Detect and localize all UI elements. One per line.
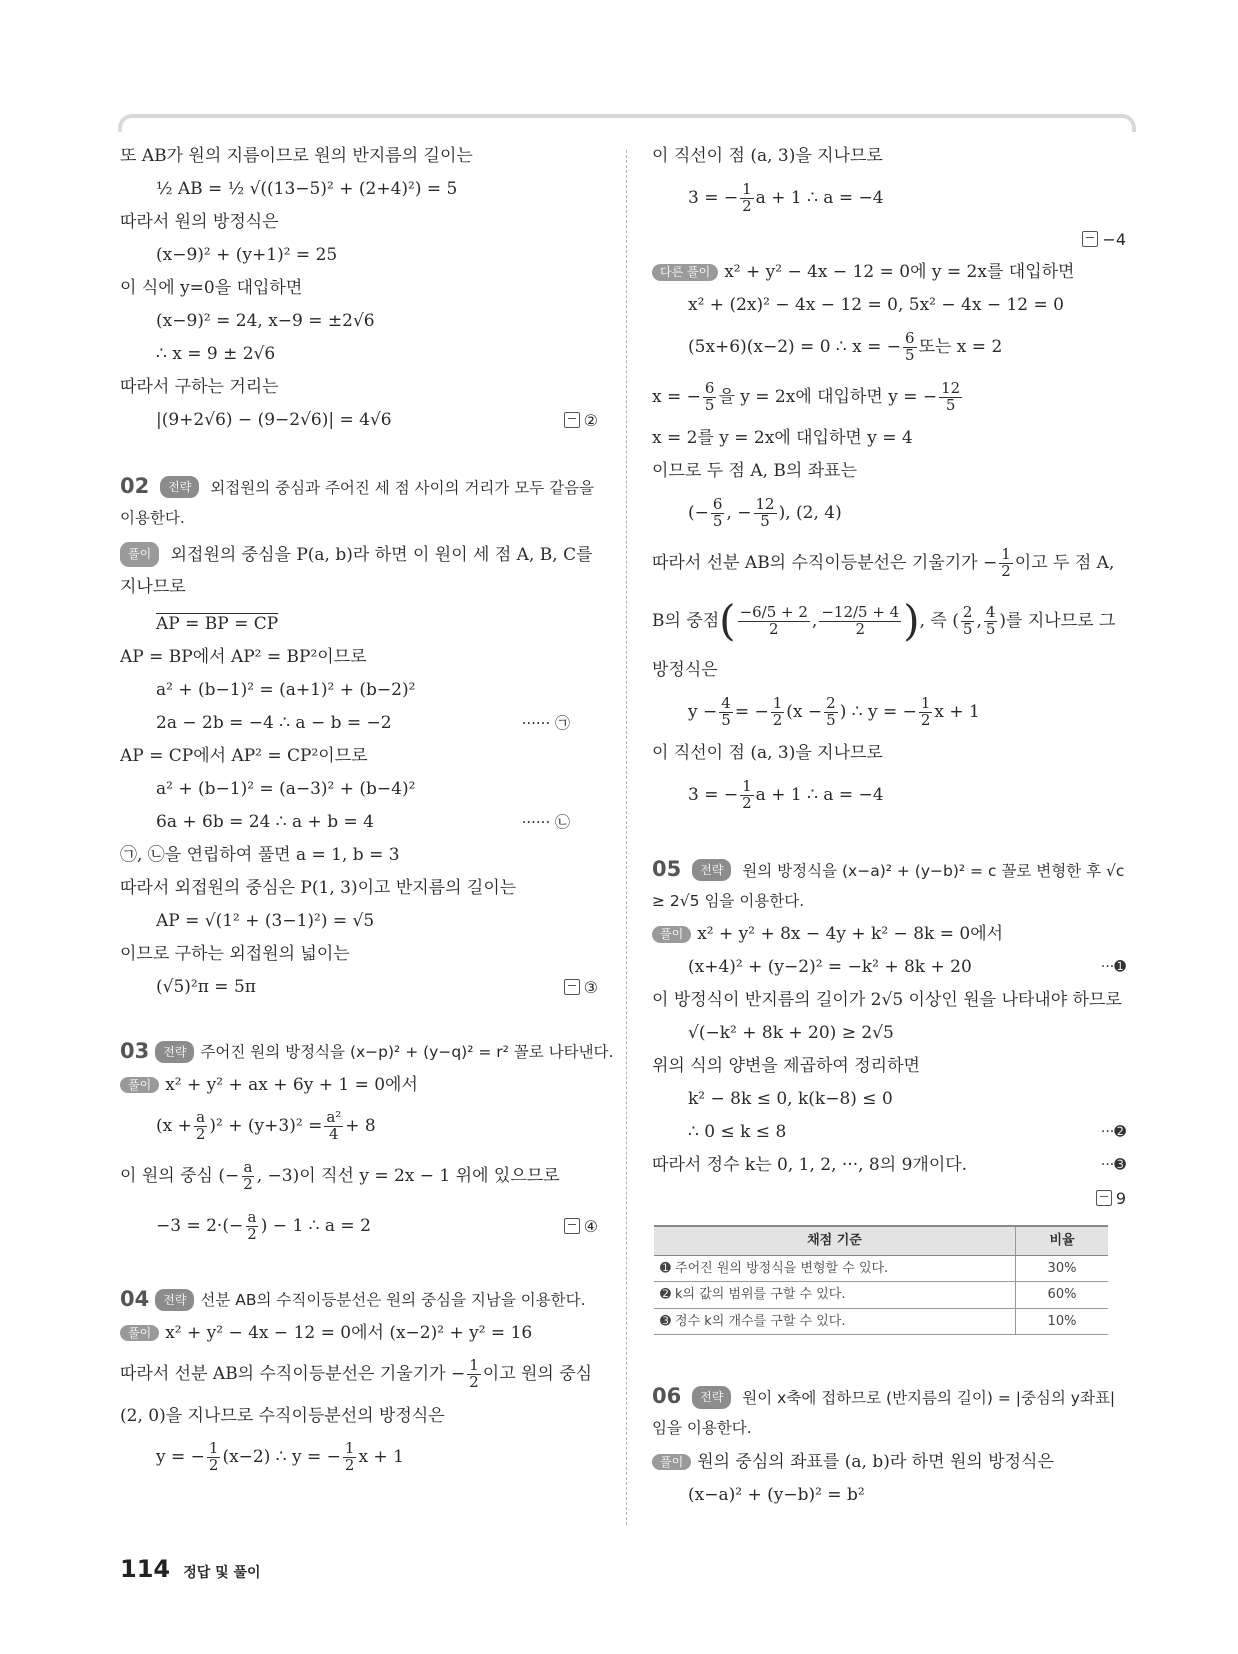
equation-line: ∴ x = 9 ± 2√6 — [156, 344, 276, 365]
paren: ) — [903, 596, 920, 645]
equation-part: (5x+6)(x−2) = 0 ∴ x = − — [688, 336, 902, 357]
numerator: −6/5 + 2 — [739, 602, 808, 621]
fraction — [703, 378, 717, 414]
solution-badge: 풀이 — [120, 1325, 159, 1341]
text-part: 따라서 선분 AB의 수직이등분선은 기울기가 − — [120, 1364, 466, 1385]
denominator: 4 — [329, 1125, 339, 1144]
answer-mark — [564, 978, 598, 997]
equation-line — [120, 806, 600, 839]
text-part: x = − — [652, 386, 701, 407]
equation-line — [120, 1433, 600, 1483]
answer-icon — [564, 412, 580, 428]
equation-line — [652, 951, 1128, 984]
answer-value: ② — [583, 410, 598, 430]
answer-line — [652, 223, 1128, 256]
fraction — [719, 693, 733, 729]
text-line: 방정식은 — [652, 660, 718, 681]
equation-part: ), (2, 4) — [778, 502, 842, 523]
step-marker: ···➌ — [1100, 1157, 1126, 1174]
equation-line: k² − 8k ≤ 0, k(k−8) ≤ 0 — [688, 1089, 893, 1110]
equation-line: AP = BP = CP — [156, 613, 279, 634]
fraction — [903, 328, 917, 364]
denominator: 2 — [772, 710, 783, 729]
text-line — [652, 1149, 1128, 1182]
scoring-table — [654, 1225, 1108, 1335]
equation-text: 2a − 2b = −4 ∴ a − b = −2 — [156, 712, 392, 733]
equation-line — [652, 173, 1128, 223]
fraction — [961, 602, 975, 638]
fraction — [824, 693, 838, 729]
equation-line: ½ AB = ½ √((13−5)² + (2+4)²) = 5 — [156, 179, 458, 200]
equation-line — [120, 971, 600, 1004]
right-column — [652, 140, 1128, 1511]
denominator: 2 — [208, 1456, 219, 1475]
problem-number: 02 — [120, 474, 150, 498]
solution-line — [120, 1069, 600, 1102]
equation-line: √(−k² + 8k + 20) ≥ 2√5 — [688, 1023, 894, 1044]
equation-line — [652, 1116, 1128, 1149]
text-line: (2, 0)을 지나므로 수직이등분선의 방정식은 — [120, 1405, 445, 1426]
numerator: 1 — [742, 776, 752, 795]
numerator: a — [243, 1158, 253, 1177]
answer-mark — [1082, 230, 1126, 249]
denominator: 2 — [247, 1225, 257, 1244]
step-marker: ···➊ — [1100, 959, 1126, 976]
text-line: 이 식에 y=0을 대입하면 — [120, 278, 303, 299]
denominator: 2 — [742, 196, 752, 215]
answer-icon — [564, 1218, 580, 1234]
problem-strategy — [652, 1375, 1128, 1445]
text-part: 이고 원의 중심 — [482, 1364, 593, 1385]
answer-mark — [564, 411, 598, 430]
solution-line — [652, 918, 1128, 951]
equation-text: ∴ 0 ≤ k ≤ 8 — [688, 1122, 787, 1143]
equation-line — [652, 687, 1128, 737]
numerator: 1 — [742, 179, 752, 198]
table-cell: ➋ k의 값의 범위를 구할 수 있다. — [654, 1282, 1016, 1309]
text-line — [652, 372, 1128, 422]
text-line — [652, 538, 1128, 588]
table-cell: 30% — [1016, 1255, 1109, 1282]
fraction — [740, 179, 754, 215]
text-line: 또 AB가 원의 지름이므로 원의 반지름의 길이는 — [120, 146, 473, 167]
strategy-text: 선분 AB의 수직이등분선은 원의 중심을 지남을 이용한다. — [200, 1290, 586, 1309]
text-line: 이므로 두 점 A, B의 좌표는 — [652, 461, 857, 482]
equation-line — [120, 707, 600, 740]
fraction — [711, 494, 725, 530]
fraction — [194, 1110, 208, 1143]
solution-text: x² + y² + ax + 6y + 1 = 0에서 — [165, 1074, 418, 1095]
denominator: 2 — [855, 619, 866, 638]
equation-part: 3 = − — [688, 784, 739, 805]
denominator: 5 — [905, 345, 915, 364]
denominator: 2 — [768, 619, 779, 638]
fraction — [939, 378, 962, 414]
numerator: 1 — [469, 1356, 479, 1375]
text-line — [120, 1152, 600, 1202]
fraction — [245, 1210, 259, 1243]
strategy-badge: 전략 — [160, 476, 199, 498]
text-part: , 즉 ( — [919, 610, 959, 631]
answer-value: ③ — [583, 977, 598, 997]
equation-line: (x−a)² + (y−b)² = b² — [688, 1484, 865, 1505]
equation-part: ) ∴ y = − — [839, 701, 917, 722]
numerator: 2 — [962, 602, 973, 621]
solution-text: 외접원의 중심을 P(a, b)라 하면 이 원이 세 점 A, B, C를 지나므로 — [120, 545, 593, 598]
text-content: 따라서 정수 k는 0, 1, 2, ···, 8의 9개이다. — [652, 1155, 968, 1176]
answer-mark — [564, 1217, 598, 1236]
numerator: 4 — [985, 602, 996, 621]
numerator: 12 — [941, 378, 961, 397]
step-marker: ···➋ — [1100, 1124, 1126, 1141]
numerator: a — [247, 1208, 257, 1227]
solution-badge: 풀이 — [120, 1077, 159, 1093]
text-part: B의 중점 — [652, 610, 720, 631]
equation-part: + 8 — [345, 1116, 376, 1137]
solution-line — [120, 1317, 600, 1350]
equation-line — [120, 404, 600, 437]
equation-part: , − — [726, 502, 752, 523]
footer-label: 정답 및 풀이 — [183, 1565, 261, 1581]
equation-part: 또는 x = 2 — [918, 336, 1003, 357]
alt-solution-badge: 다른 풀이 — [652, 264, 718, 280]
table-header: 비율 — [1016, 1226, 1109, 1255]
strategy-text: 외접원의 중심과 주어진 세 점 사이의 거리가 모두 같음을 이용한다. — [120, 479, 595, 527]
table-cell: 10% — [1016, 1308, 1109, 1335]
text-line — [120, 1350, 600, 1400]
problem-number: 06 — [652, 1384, 682, 1409]
equation-text: (x+4)² + (y−2)² = −k² + 8k + 20 — [688, 957, 972, 978]
equation-part: x + 1 — [934, 701, 980, 722]
equation-part: y = − — [156, 1447, 205, 1468]
text-part: 이 원의 중심 (− — [120, 1166, 240, 1187]
numerator: 6 — [712, 494, 723, 513]
denominator: 5 — [962, 619, 973, 638]
equation-part: y − — [688, 701, 718, 722]
equation-line: (x−9)² + (y+1)² = 25 — [156, 245, 338, 266]
numerator: 1 — [344, 1439, 355, 1458]
numerator: 6 — [905, 328, 915, 347]
answer-value: ④ — [583, 1217, 598, 1237]
numerator: 12 — [755, 494, 775, 513]
solution-text: 원의 중심의 좌표를 (a, b)라 하면 원의 방정식은 — [697, 1451, 1054, 1472]
numerator: 6 — [704, 378, 715, 397]
table-cell: ➊ 주어진 원의 방정식을 변형할 수 있다. — [654, 1255, 1016, 1282]
numerator: −12/5 + 4 — [821, 602, 900, 621]
equation-part: = − — [734, 701, 769, 722]
answer-icon — [1082, 231, 1098, 247]
equation-part: (x + — [156, 1116, 192, 1137]
text-line: B의 중점 ( $\frac{-6/5 + 2}{2}$ , $\frac{-12/5 + 4}{2}$ ) , 즉 ( $\frac{2}{5}$ , $\frac{4}{5}$ )를 지나므로 그 — [652, 596, 1116, 645]
text-line: 따라서 원의 방정식은 — [120, 212, 279, 233]
fraction — [819, 602, 901, 638]
answer-mark — [1096, 1189, 1126, 1208]
text-part: 따라서 선분 AB의 수직이등분선은 기울기가 − — [652, 552, 998, 573]
fraction — [984, 602, 998, 638]
text-line: 이 직선이 점 (a, 3)을 지나므로 — [652, 146, 883, 167]
numerator: 2 — [826, 693, 836, 712]
table-cell: ➌ 정수 k의 개수를 구할 수 있다. — [654, 1308, 1016, 1335]
problem-strategy — [120, 1280, 600, 1317]
equation-label: ······ ㉠ — [521, 714, 570, 733]
equation-part: ) − 1 ∴ a = 2 — [260, 1216, 371, 1237]
problem-number: 05 — [652, 857, 682, 881]
equation-line — [652, 488, 1128, 538]
equation-line — [120, 1102, 600, 1152]
equation-part: a + 1 ∴ a = −4 — [755, 784, 884, 805]
text-line: 따라서 구하는 거리는 — [120, 377, 279, 398]
table-cell: 60% — [1016, 1282, 1109, 1309]
strategy-badge: 전략 — [692, 1386, 731, 1408]
page-number: 114 — [120, 1555, 171, 1583]
solution-badge: 풀이 — [120, 542, 159, 567]
fraction — [740, 776, 754, 812]
equation-line: x² + (2x)² − 4x − 12 = 0, 5x² − 4x − 12 = 0 — [688, 295, 1064, 316]
problem-number: 03 — [120, 1039, 150, 1064]
table-header-row — [654, 1226, 1108, 1255]
equation-line: AP = √(1² + (3−1)²) = √5 — [156, 910, 375, 931]
denominator: 5 — [721, 710, 731, 729]
problem-number: 04 — [120, 1287, 150, 1312]
text-line: 이 직선이 점 (a, 3)을 지나므로 — [652, 743, 883, 764]
denominator: 5 — [760, 511, 770, 530]
denominator: 5 — [712, 511, 723, 530]
text-line: 따라서 외접원의 중심은 P(1, 3)이고 반지름의 길이는 — [120, 877, 517, 898]
fraction — [999, 544, 1013, 580]
equation-part: 3 = − — [688, 187, 739, 208]
denominator: 5 — [945, 395, 956, 414]
text-line: 이 방정식이 반지름의 길이가 2√5 이상인 원을 나타내야 하므로 — [652, 990, 1122, 1011]
solution-badge: 풀이 — [652, 926, 691, 942]
equation-line — [652, 322, 1128, 372]
answer-value: −4 — [1102, 229, 1126, 249]
fraction — [738, 602, 810, 638]
strategy-text: 주어진 원의 방정식을 (x−p)² + (y−q)² = r² 꼴로 나타낸다. — [200, 1042, 614, 1061]
fraction — [324, 1110, 343, 1143]
answer-line — [652, 1182, 1128, 1215]
fraction — [207, 1441, 221, 1474]
problem-strategy — [120, 1032, 614, 1069]
column-divider — [626, 150, 627, 1525]
alt-solution-line — [652, 256, 1128, 289]
equation-part: x + 1 — [358, 1447, 404, 1468]
solution-text: x² + y² − 4x − 12 = 0에서 (x−2)² + y² = 16 — [165, 1322, 533, 1343]
text-line: 위의 식의 양변을 제곱하여 정리하면 — [652, 1056, 920, 1077]
text-part: )를 지나므로 그 — [999, 610, 1116, 631]
denominator: 2 — [742, 793, 752, 812]
text-part: , −3)이 직선 y = 2x − 1 위에 있으므로 — [256, 1166, 560, 1187]
fraction — [919, 693, 933, 729]
equation-part: a + 1 ∴ a = −4 — [755, 187, 884, 208]
equation-line: a² + (b−1)² = (a−3)² + (b−4)² — [156, 778, 416, 799]
equation-line: a² + (b−1)² = (a+1)² + (b−2)² — [156, 679, 416, 700]
text-line: ㉠, ㉡을 연립하여 풀면 a = 1, b = 3 — [120, 844, 400, 865]
numerator: a² — [326, 1108, 342, 1127]
table-header: 채점 기준 — [654, 1226, 1016, 1255]
paren: ( — [719, 596, 736, 645]
answer-icon — [1096, 1190, 1112, 1206]
equation-text: 6a + 6b = 24 ∴ a + b = 4 — [156, 811, 374, 832]
solution-text: x² + y² + 8x − 4y + k² − 8k = 0에서 — [697, 924, 1004, 945]
solution-text: x² + y² − 4x − 12 = 0에 y = 2x를 대입하면 — [724, 262, 1075, 283]
numerator: a — [196, 1108, 206, 1127]
equation-line — [652, 770, 1128, 820]
denominator: 2 — [920, 710, 931, 729]
equation-part: (x − — [786, 701, 823, 722]
solution-badge: 풀이 — [652, 1454, 691, 1470]
denominator: 2 — [1001, 561, 1011, 580]
numerator: 1 — [920, 693, 931, 712]
denominator: 2 — [243, 1175, 253, 1194]
fraction — [771, 693, 785, 729]
text-line: 이므로 구하는 외접원의 넓이는 — [120, 943, 350, 964]
numerator: 1 — [208, 1439, 219, 1458]
equation-part: )² + (y+3)² = — [209, 1116, 323, 1137]
denominator: 5 — [985, 619, 996, 638]
equation-part: (− — [688, 502, 709, 523]
denominator: 2 — [469, 1373, 479, 1392]
text-part: 을 y = 2x에 대입하면 y = − — [718, 386, 938, 407]
page-footer — [120, 1555, 261, 1583]
equation-text: (√5)²π = 5π — [156, 976, 256, 997]
fraction — [467, 1358, 481, 1391]
denominator: 5 — [704, 395, 715, 414]
denominator: 5 — [826, 710, 836, 729]
equation-part: (x−2) ∴ y = − — [222, 1447, 341, 1468]
equation-text: |(9+2√6) − (9−2√6)| = 4√6 — [156, 410, 392, 431]
equation-line — [120, 1202, 600, 1252]
page-top-border — [118, 114, 1136, 132]
text-line: AP = BP에서 AP² = BP²이므로 — [120, 646, 367, 667]
text-line: AP = CP에서 AP² = CP²이므로 — [120, 745, 368, 766]
numerator: 1 — [1001, 544, 1011, 563]
denominator: 2 — [344, 1456, 355, 1475]
equation-line: (x−9)² = 24, x−9 = ±2√6 — [156, 311, 375, 332]
numerator: 4 — [721, 693, 731, 712]
strategy-badge: 전략 — [155, 1041, 194, 1063]
strategy-text: 원이 x축에 접하므로 (반지름의 길이) = |중심의 y좌표| 임을 이용한다. — [652, 1389, 1116, 1438]
table-row — [654, 1282, 1108, 1309]
strategy-text: 원의 방정식을 (x−a)² + (y−b)² = c 꼴로 변형한 후 √c ≥ 2√5 임을 이용한다. — [652, 862, 1125, 910]
answer-icon — [564, 979, 580, 995]
left-column — [120, 140, 614, 1483]
table-row — [654, 1308, 1108, 1335]
numerator: 1 — [772, 693, 783, 712]
text-part: 이고 두 점 A, — [1014, 552, 1115, 573]
solution-line — [120, 535, 600, 608]
table-row — [654, 1255, 1108, 1282]
equation-label: ······ ㉡ — [521, 813, 570, 832]
strategy-badge: 전략 — [155, 1289, 194, 1311]
problem-strategy — [652, 848, 1128, 918]
answer-value: 9 — [1115, 1188, 1126, 1208]
solution-line — [652, 1445, 1128, 1478]
fraction — [343, 1441, 357, 1474]
equation-part: −3 = 2·(− — [156, 1216, 244, 1237]
strategy-badge: 전략 — [692, 859, 731, 881]
denominator: 2 — [195, 1125, 206, 1144]
problem-strategy — [120, 465, 600, 535]
fraction — [754, 494, 777, 530]
text-line: x = 2를 y = 2x에 대입하면 y = 4 — [652, 428, 913, 449]
fraction — [241, 1160, 255, 1193]
